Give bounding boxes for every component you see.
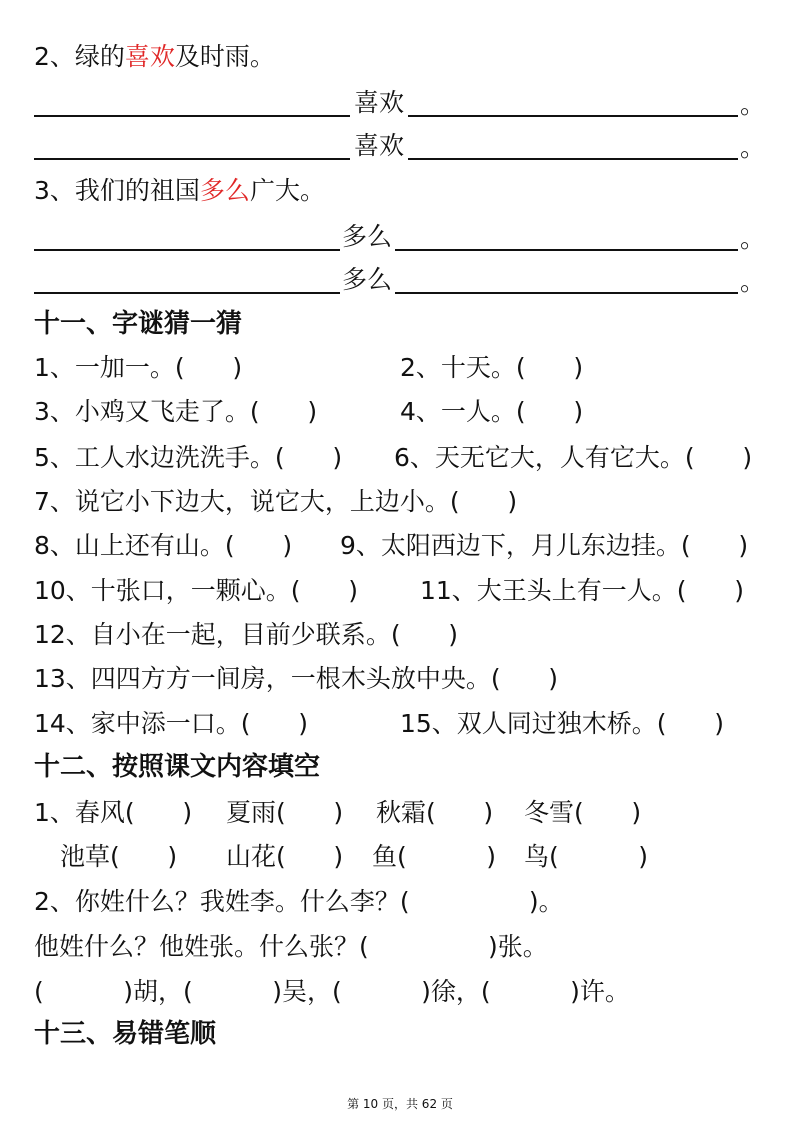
section-12-title: 十二、按照课文内容填空 bbox=[34, 752, 321, 782]
blank-line[interactable] bbox=[395, 292, 738, 294]
riddle-7: 7、说它小下边大，说它大，上边小。( ) bbox=[34, 487, 518, 516]
item-3-suffix: 广大。 bbox=[249, 176, 325, 205]
sentence-end: 。 bbox=[740, 90, 766, 119]
section-13-title: 十三、易错笔顺 bbox=[34, 1019, 217, 1049]
fill-word: 喜欢 bbox=[354, 88, 405, 117]
surname-zhang-question: 他姓什么？他姓张。什么张？( )张。 bbox=[34, 932, 548, 961]
riddle-3: 3、小鸡又飞走了。( ) bbox=[34, 397, 318, 426]
riddle-8: 8、山上还有山。( ) bbox=[34, 531, 293, 560]
sentence-end: 。 bbox=[740, 224, 766, 253]
riddle-11: 11、大王头上有一人。( ) bbox=[420, 576, 744, 605]
surname-fill-row: ( )胡，( )吴，( )徐，( )许。 bbox=[34, 977, 630, 1006]
riddle-15: 15、双人同过独木桥。( ) bbox=[400, 709, 724, 738]
blank-line[interactable] bbox=[34, 292, 340, 294]
page-footer: 第 10 页，共 62 页 bbox=[347, 1097, 453, 1111]
item-3-highlight: 多么 bbox=[199, 176, 250, 205]
sentence-end: 。 bbox=[740, 133, 766, 162]
blank-line[interactable] bbox=[34, 158, 350, 160]
riddle-1: 1、一加一。( ) bbox=[34, 353, 243, 382]
fill-pond-grass: 池草( ) bbox=[60, 842, 178, 871]
riddle-12: 12、自小在一起，目前少联系。( ) bbox=[34, 620, 459, 649]
item-3-prefix: 3、我们的祖国 bbox=[34, 176, 200, 205]
riddle-5: 5、工人水边洗洗手。( ) bbox=[34, 443, 343, 472]
fill-word: 多么 bbox=[342, 222, 393, 251]
item-2-highlight: 喜欢 bbox=[124, 42, 175, 71]
fill-winter-snow: 冬雪( ) bbox=[524, 798, 642, 827]
riddle-2: 2、十天。( ) bbox=[400, 353, 584, 382]
blank-line[interactable] bbox=[34, 115, 350, 117]
riddle-9: 9、太阳西边下，月儿东边挂。( ) bbox=[340, 531, 749, 560]
fill-fish: 鱼( ) bbox=[372, 842, 496, 871]
riddle-13: 13、四四方方一间房，一根木头放中央。( ) bbox=[34, 664, 559, 693]
fill-mountain-flower: 山花( ) bbox=[226, 842, 344, 871]
item-2-suffix: 及时雨。 bbox=[174, 42, 275, 71]
blank-line[interactable] bbox=[395, 249, 738, 251]
fill-summer-rain: 夏雨( ) bbox=[226, 798, 344, 827]
blank-line[interactable] bbox=[408, 158, 738, 160]
fill-bird: 鸟( ) bbox=[524, 842, 648, 871]
item-3-sentence bbox=[34, 174, 325, 208]
fill-word: 喜欢 bbox=[354, 131, 405, 160]
fill-autumn-frost: 秋霜( ) bbox=[376, 798, 494, 827]
item-2-sentence bbox=[34, 40, 275, 74]
item-2-prefix: 2、绿的 bbox=[34, 42, 125, 71]
riddle-6: 6、天无它大，人有它大。( ) bbox=[394, 443, 753, 472]
surname-li-question: 2、你姓什么？我姓李。什么李？( )。 bbox=[34, 887, 564, 916]
riddle-4: 4、一人。( ) bbox=[400, 397, 584, 426]
fill-spring-wind: 1、春风( ) bbox=[34, 798, 193, 827]
sentence-end: 。 bbox=[740, 267, 766, 296]
blank-line[interactable] bbox=[34, 249, 340, 251]
fill-word: 多么 bbox=[342, 265, 393, 294]
riddle-10: 10、十张口，一颗心。( ) bbox=[34, 576, 358, 605]
riddle-14: 14、家中添一口。( ) bbox=[34, 709, 308, 738]
section-11-title: 十一、字谜猜一猜 bbox=[34, 309, 243, 339]
blank-line[interactable] bbox=[408, 115, 738, 117]
